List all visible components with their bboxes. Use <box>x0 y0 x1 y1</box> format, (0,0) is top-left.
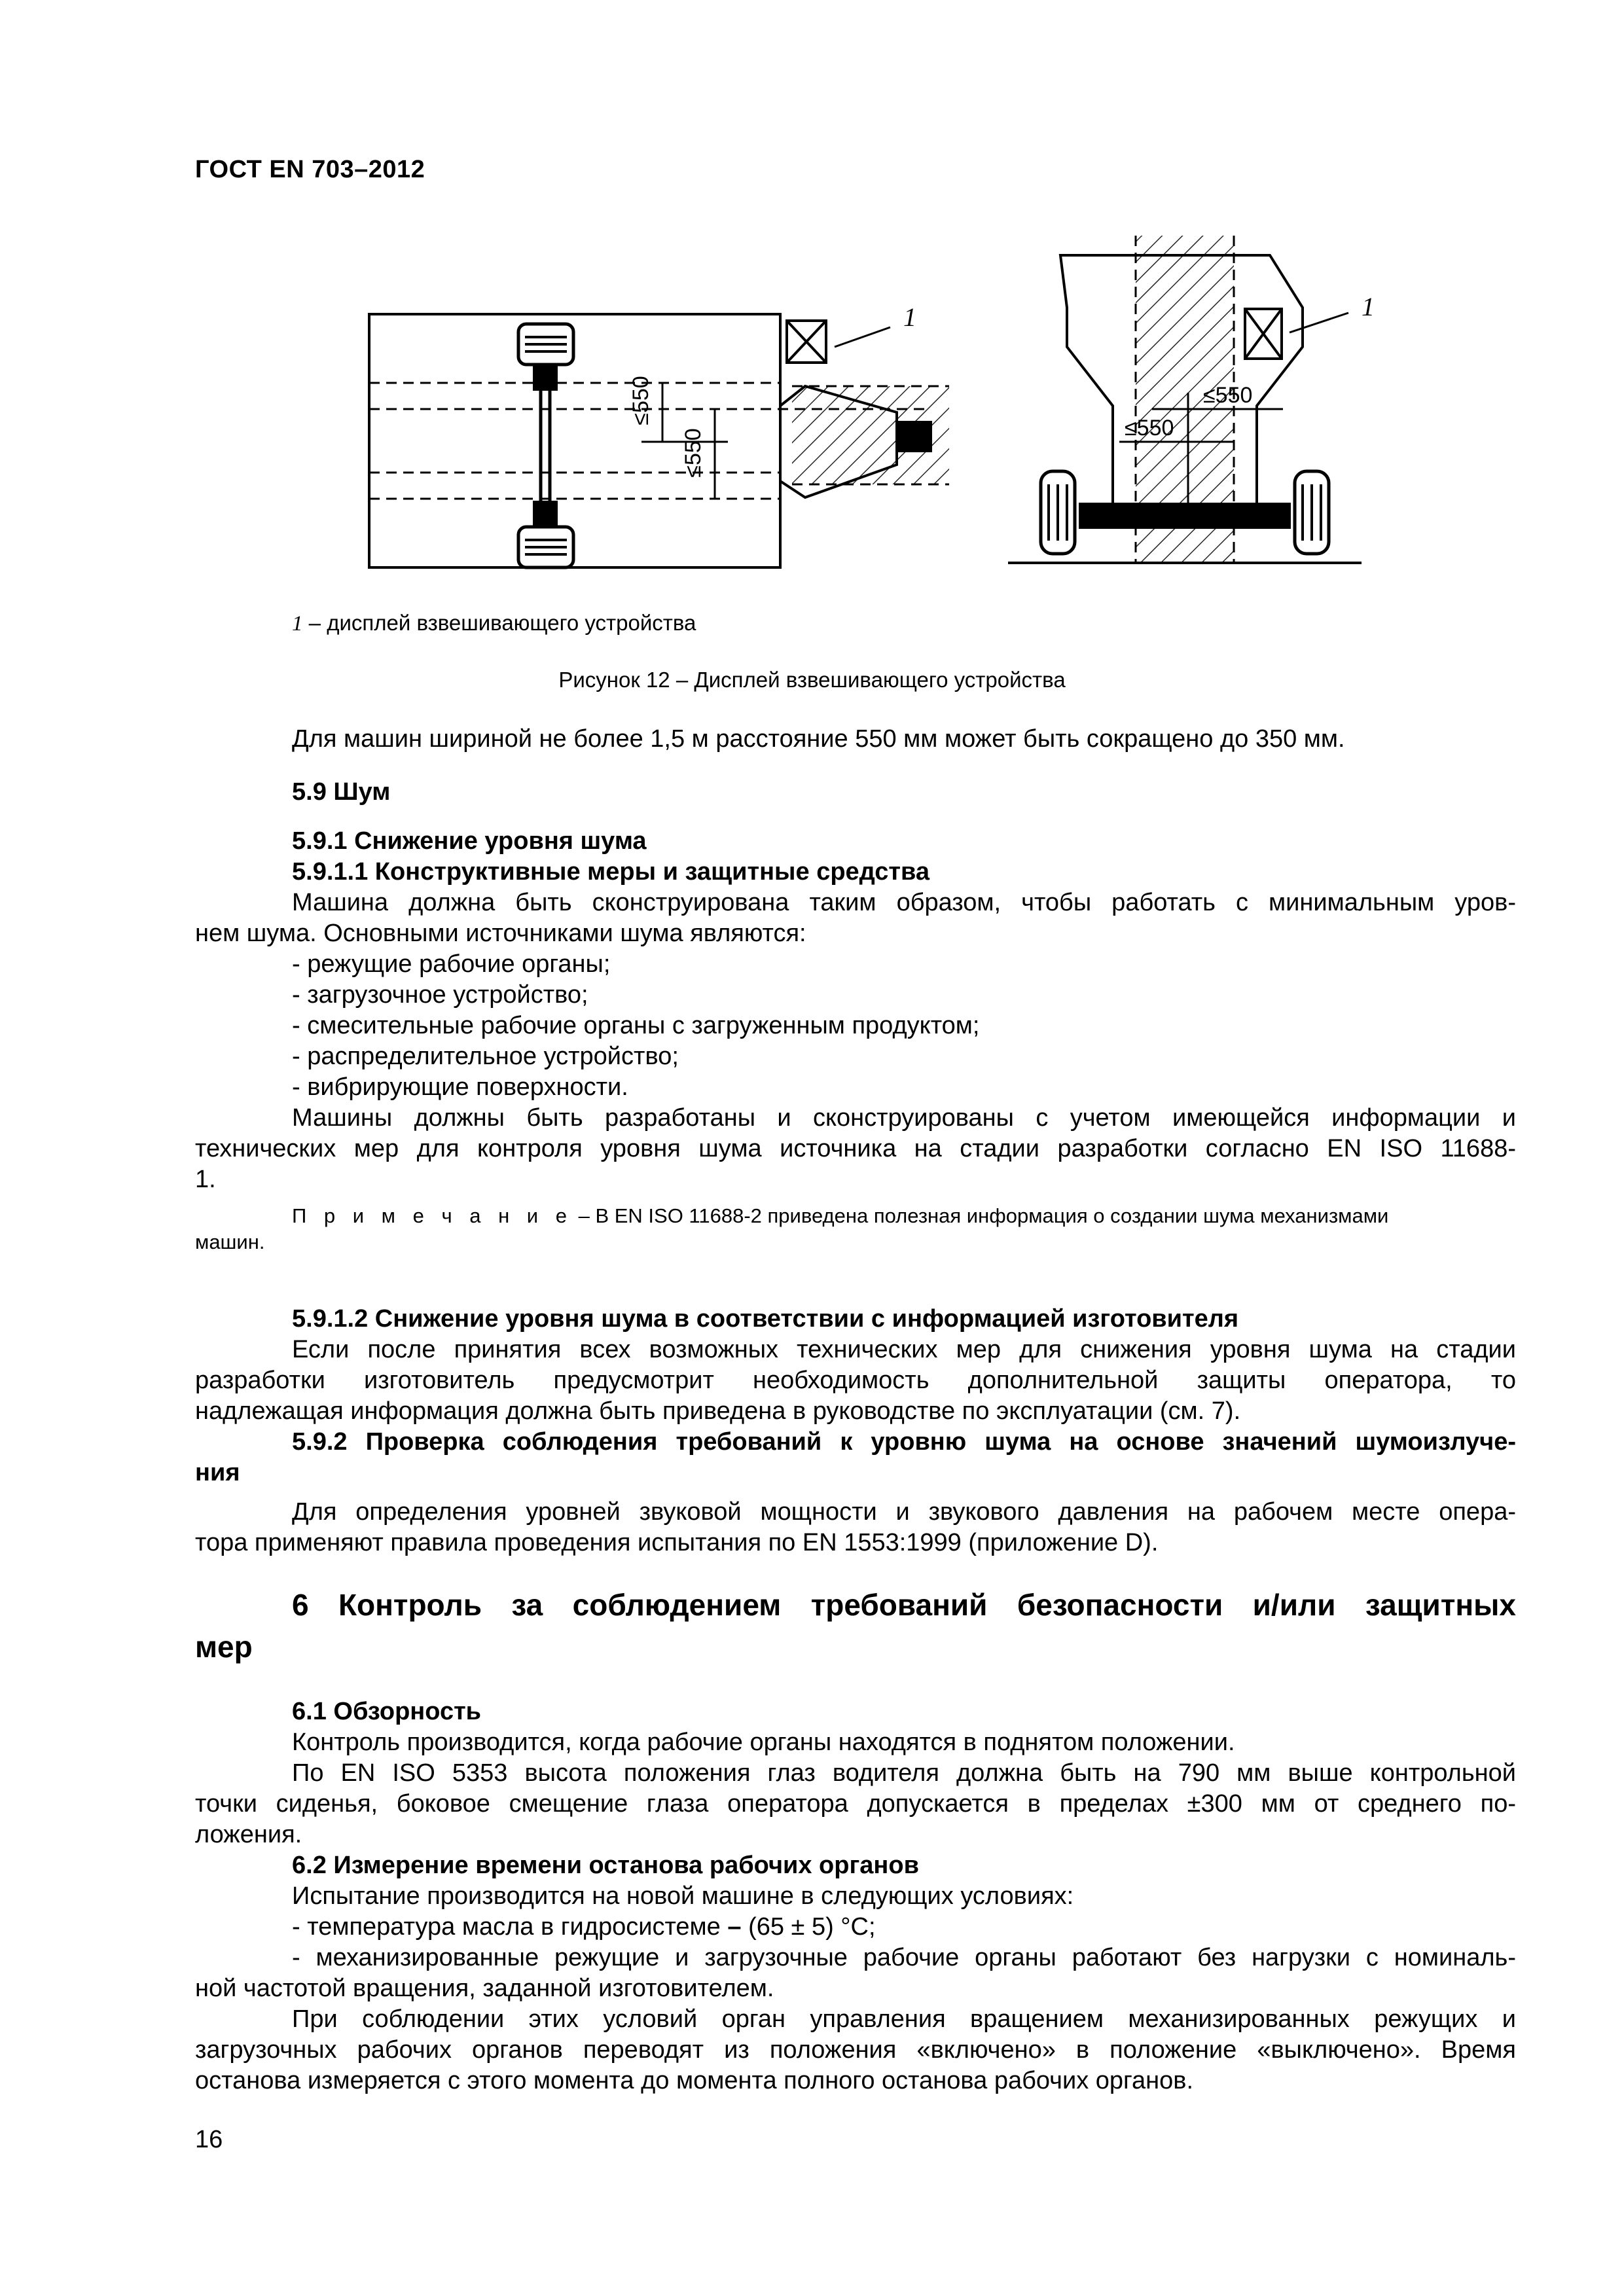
document-header: ГОСТ EN 703–2012 <box>195 156 425 183</box>
paragraph-machines-l2: технических мер для контроля уровня шума источника на стадии разработки согласно EN ISO 11688- <box>195 1135 1516 1162</box>
heading-6-l2: мер <box>195 1630 253 1664</box>
heading-6-1: 6.1 Обзорность <box>292 1698 482 1725</box>
paragraph-62c-l3: останова измеряется с этого момента до момента полного останова рабочих органов. <box>195 2067 1194 2094</box>
section-6-1 <box>195 1696 1516 2096</box>
page-number: 16 <box>195 2126 223 2153</box>
note-block <box>195 1203 1516 1255</box>
list-item: - распределительное устройство; <box>292 1043 679 1070</box>
paragraph-62-mech-l1: - механизированные режущие и загрузочные рабочие органы работают без нагрузки с номиналь- <box>292 1944 1516 1971</box>
paragraph-592-l1: Для определения уровней звуковой мощности и звукового давления на рабочем месте опера- <box>292 1498 1516 1526</box>
heading-5-9-1-1: 5.9.1.1 Конструктивные меры и защитные средства <box>292 858 930 886</box>
paragraph-61a: Контроль производится, когда рабочие органы находятся в поднятом положении. <box>292 1729 1235 1756</box>
callout-1-rear: 1 <box>1362 292 1375 321</box>
section-5-9-2-body <box>195 1497 1516 1558</box>
dim-label-plan-b: ≤550 <box>681 428 706 478</box>
dim-label-rear-a: ≤550 <box>1203 383 1253 408</box>
heading-5-9-2-l1: 5.9.2 Проверка соблюдения требований к уровню шума на основе значений шумоизлуче- <box>292 1428 1516 1456</box>
heading-6-l1: 6 Контроль за соблюдением требований безопасности и/или защитных <box>292 1588 1516 1622</box>
heading-5-9-1: 5.9.1 Снижение уровня шума <box>292 827 647 855</box>
paragraph-width-note: Для машин шириной не более 1,5 м расстояние 550 мм может быть сокращено до 350 мм. <box>292 725 1345 753</box>
paragraph-61b-l3: ложения. <box>195 1821 302 1848</box>
legend-number: 1 <box>292 612 303 636</box>
paragraph-design-l1: Машина должна быть сконструирована таким образом, чтобы работать с минимальным уров- <box>292 889 1516 916</box>
paragraph-592-l2: тора применяют правила проведения испытания по EN 1553:1999 (приложение D). <box>195 1529 1159 1556</box>
paragraph-5912-l1: Если после принятия всех возможных технических мер для снижения уровня шума на стадии <box>292 1336 1516 1363</box>
temp-condition-dash: – <box>727 1913 742 1941</box>
temp-condition-b: (65 ± 5) °С; <box>741 1913 876 1941</box>
paragraph-62-mech-l2: ной частотой вращения, заданной изготовителем. <box>195 1975 774 2002</box>
list-item: - вибрирующие поверхности. <box>292 1073 628 1101</box>
figure-weighing-display <box>353 229 1532 583</box>
section-5-9-1-2 <box>195 1304 1516 1488</box>
paragraph-machines-l1: Машины должны быть разработаны и сконструированы с учетом имеющейся информации и <box>292 1104 1516 1132</box>
paragraph-61b-l1: По EN ISO 5353 высота положения глаз водителя должна быть на 790 мм выше контрольной <box>292 1759 1516 1787</box>
section-6-heading <box>195 1584 1516 1668</box>
paragraph-62a: Испытание производится на новой машине в следующих условиях: <box>292 1882 1074 1910</box>
paragraph-5912-l2: разработки изготовитель предусмотрит необходимость дополнительной защиты оператора, то <box>195 1367 1516 1394</box>
heading-5-9-1-2: 5.9.1.2 Снижение уровня шума в соответствии с информацией изготовителя <box>292 1305 1239 1333</box>
note-label: П р и м е ч а н и е <box>292 1204 573 1227</box>
heading-5-9 <box>195 777 1516 808</box>
callout-1-plan: 1 <box>903 302 916 332</box>
dim-label-rear-b: ≤550 <box>1125 416 1174 440</box>
paragraph-62c-l2: загрузочных рабочих органов переводят из положения «включено» в положение «выключено». Время <box>195 2036 1516 2064</box>
paragraph-design-l2: нем шума. Основными источниками шума являются: <box>195 920 806 947</box>
paragraph-61b-l2: точки сиденья, боковое смещение глаза оператора допускается в пределах ±300 мм от среднего по- <box>195 1790 1516 1818</box>
heading-5-9-2-l2: ния <box>195 1459 240 1486</box>
list-item: - загрузочное устройство; <box>292 981 588 1009</box>
section-5-9-1 <box>195 826 1516 1195</box>
paragraph-machines-l3: 1. <box>195 1166 216 1193</box>
plan-view <box>369 314 949 567</box>
list-item: - режущие рабочие органы; <box>292 950 611 978</box>
figure-legend <box>292 611 696 636</box>
legend-text: – дисплей взвешивающего устройства <box>302 611 696 635</box>
heading-6-2: 6.2 Измерение времени останова рабочих органов <box>292 1852 919 1879</box>
dim-label-plan-a: ≤550 <box>628 376 653 425</box>
figure-caption: Рисунок 12 – Дисплей взвешивающего устройства <box>558 668 1066 692</box>
note-text-l1: – В EN ISO 11688-2 приведена полезная информация о создании шума механизмами <box>572 1204 1389 1227</box>
body-block-1 <box>195 724 1516 755</box>
paragraph-5912-l3: надлежащая информация должна быть приведена в руководстве по эксплуатации (см. 7). <box>195 1397 1241 1425</box>
rear-view <box>1008 236 1362 563</box>
list-item: - смесительные рабочие органы с загруженным продуктом; <box>292 1012 980 1039</box>
paragraph-62c-l1: При соблюдении этих условий орган управления вращением механизированных режущих и <box>292 2005 1516 2033</box>
note-text-l2: машин. <box>195 1230 265 1253</box>
temp-condition-a: - температура масла в гидросистеме <box>292 1913 728 1941</box>
heading-5-9-text: 5.9 Шум <box>292 778 391 806</box>
